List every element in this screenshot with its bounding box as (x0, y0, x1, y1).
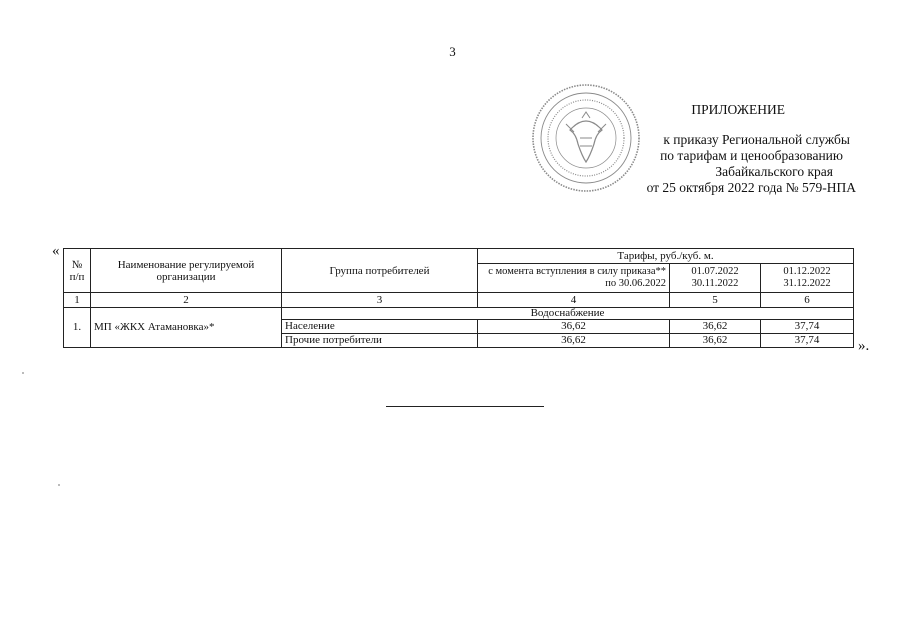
close-quote: ». (858, 338, 870, 354)
appendix-block (560, 102, 860, 196)
header-number-label: № п/п (69, 258, 85, 283)
scan-speck (22, 372, 24, 374)
header-organization: Наименование регулируемой организации (91, 249, 282, 293)
column-number: 5 (670, 293, 761, 308)
header-consumer-group: Группа потребителей (282, 249, 478, 293)
tariff-value: 36,62 (670, 320, 761, 334)
column-number: 4 (478, 293, 670, 308)
header-number (64, 249, 91, 293)
header-period-3: 01.12.2022 31.12.2022 (761, 264, 854, 293)
scan-speck (58, 484, 60, 486)
appendix-line: к приказу Региональной службы (663, 132, 850, 147)
row-number: 1. (64, 308, 91, 348)
separator-line (386, 406, 544, 407)
column-number: 3 (282, 293, 478, 308)
header-period-1: с момента вступления в силу приказа** по 30.06.2022 (478, 264, 670, 293)
appendix-line: Забайкальского края (715, 164, 833, 179)
open-quote: « (52, 243, 60, 259)
tariff-value: 37,74 (761, 334, 854, 348)
tariff-value: 36,62 (478, 320, 670, 334)
appendix-title: ПРИЛОЖЕНИЕ (691, 102, 785, 117)
column-number: 6 (761, 293, 854, 308)
service-category: Водоснабжение (282, 308, 854, 320)
consumer-group-name: Население (282, 320, 478, 334)
organization-name: МП «ЖКХ Атамановка»* (91, 308, 282, 348)
appendix-line: от 25 октября 2022 года № 579-НПА (646, 180, 856, 195)
column-number: 2 (91, 293, 282, 308)
tariff-value: 36,62 (670, 334, 761, 348)
tariff-table (63, 248, 854, 348)
tariff-value: 37,74 (761, 320, 854, 334)
tariff-value: 36,62 (478, 334, 670, 348)
appendix-line: по тарифам и ценообразованию (660, 148, 843, 163)
column-number: 1 (64, 293, 91, 308)
consumer-group-name: Прочие потребители (282, 334, 478, 348)
header-tariffs: Тарифы, руб./куб. м. (478, 249, 854, 264)
page-number: 3 (449, 44, 456, 59)
header-period-2: 01.07.2022 30.11.2022 (670, 264, 761, 293)
